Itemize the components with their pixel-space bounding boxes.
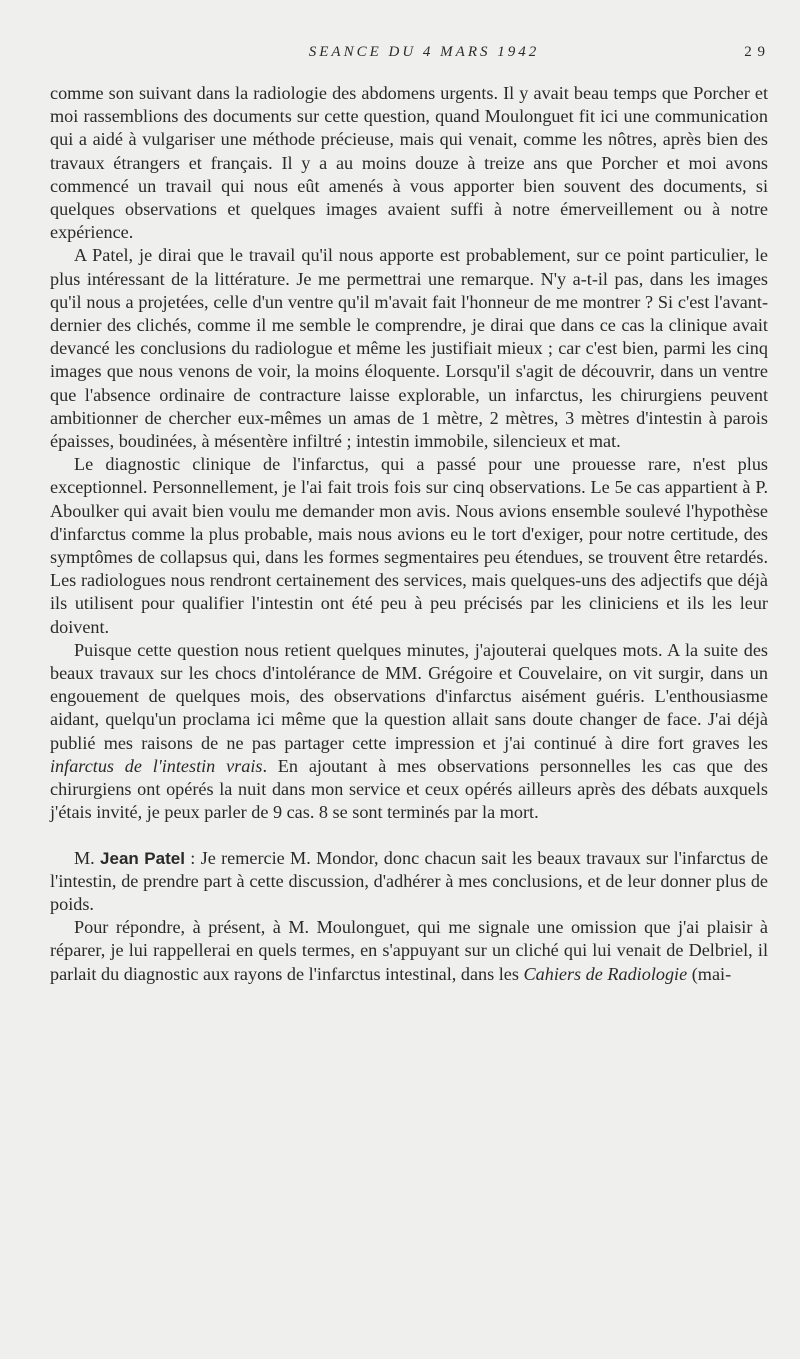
paragraph-5-text-b: : Je remercie M. Mondor, donc chacun sait les beaux travaux sur l'infarctus de l'intestin, de prendre part à cette discussion, d'adhérer à mes conclusions, et de leur donner plus de poids. <box>50 847 769 914</box>
paragraph-5-text-a: M. <box>74 847 101 868</box>
italic-term: infarctus de l'intestin vrais <box>50 755 263 776</box>
paragraph-4 <box>50 639 768 825</box>
paragraph-2: A Patel, je dirai que le travail qu'il nous apporte est probablement, sur ce point particulier, le plus intéressant de la littérature. Je me permettrai une remarque. N'y a-t-il pas, dans les images qu'il nous a projetées, celle d'un ventre qu'il m'avait fait l'honneur de me montrer ? Si c'est l'avant-dernier des clichés, comme il me semble le comprendre, je dirai que dans ce cas la clinique avait devancé les conclusions du radiologue et même les justifiait mieux ; car c'est bien, parmi les cinq images que nous venons de voir, la moins éloquente. Lorsqu'il s'agit de découvrir, dans un ventre que l'absence ordinaire de contracture laisse explorable, un infarctus, les chirurgiens peuvent ambitionner de chercher eux-mêmes un amas de 1 mètre, 2 mètres, 3 mètres d'intestin à parois épaisses, boudinées, à mésentère infiltré ; intestin immobile, silencieux et mat. <box>50 245 768 452</box>
body-text <box>50 82 768 986</box>
journal-title: Cahiers de Radiologie <box>523 963 688 984</box>
running-header <box>50 44 768 74</box>
header-title: SEANCE DU 4 MARS 1942 <box>308 44 540 60</box>
paragraph-4-text-a: Puisque cette question nous retient quelques minutes, j'ajouterai quelques mots. A la suite des beaux travaux sur les chocs d'intolérance de MM. Grégoire et Couvelaire, on vit surgir, dans un engouement de quelques mois, des observations d'infarctus aisément guéris. L'enthousiasme aidant, quelqu'un proclama ici même que la question allait sans doute changer de face. J'ai déjà publié mes raisons de ne pas partager cette impression et j'ai continué à dire fort graves les <box>50 639 768 753</box>
page-number: 2 9 <box>744 44 766 60</box>
paragraph-6-text-a: Pour répondre, à présent, à M. Moulonguet, qui me signale une omission que j'ai plaisir à réparer, je lui rappellerai en quels termes, en s'appuyant sur un cliché qui lui venait de Delbriel, il parlait du diagnostic aux rayons de l'infarctus intestinal, dans les <box>50 917 768 984</box>
paragraph-5 <box>50 847 768 917</box>
paragraph-3: Le diagnostic clinique de l'infarctus, qui a passé pour une prouesse rare, n'est plus exceptionnel. Personnellement, je l'ai fait trois fois sur cinq observations. Le 5e cas appartient à P. Aboulker qui avait bien voulu me demander mon avis. Nous avions ensemble soulevé l'hypothèse d'infarctus comme la plus probable, mais nous avions eu le tort d'exiger, pour notre certitude, des symptômes de collapsus qui, dans les formes segmentaires peu étendues, se trouvent être retardés. Les radiologues nous rendront certainement des services, mais quelques-uns des adjectifs que déjà ils utilisent pour qualifier l'intestin ont été peu à peu précisés par les cliniciens et ils les leur doivent. <box>50 454 768 637</box>
speaker-name: Jean Patel <box>100 848 185 868</box>
paragraph-4-text-b: . En ajoutant à mes observations personnelles les cas que des chirurgiens ont opérés la nuit dans mon service et ceux opérés ailleurs après des débats auxquels j'étais invité, je peux parler de 9 cas. 8 se sont terminés par la mort. <box>50 755 768 823</box>
paragraph-1: comme son suivant dans la radiologie des abdomens urgents. Il y avait beau temps que Porcher et moi rassemblions des documents sur cette question, quand Moulonguet fit ici une communication qui a aidé à vulgariser une méthode précieuse, mais qui venait, comme les nôtres, après bien des travaux étrangers et français. Il y a au moins douze à treize ans que Porcher et moi avons commencé un travail qui nous eût amenés à vous apporter bien souvent des documents, si quelques observations et quelques images avaient suffi à notre émerveillement ou à notre expérience. <box>50 83 768 243</box>
paragraph-6 <box>50 916 768 986</box>
paragraph-6-text-b: (mai- <box>687 963 732 984</box>
